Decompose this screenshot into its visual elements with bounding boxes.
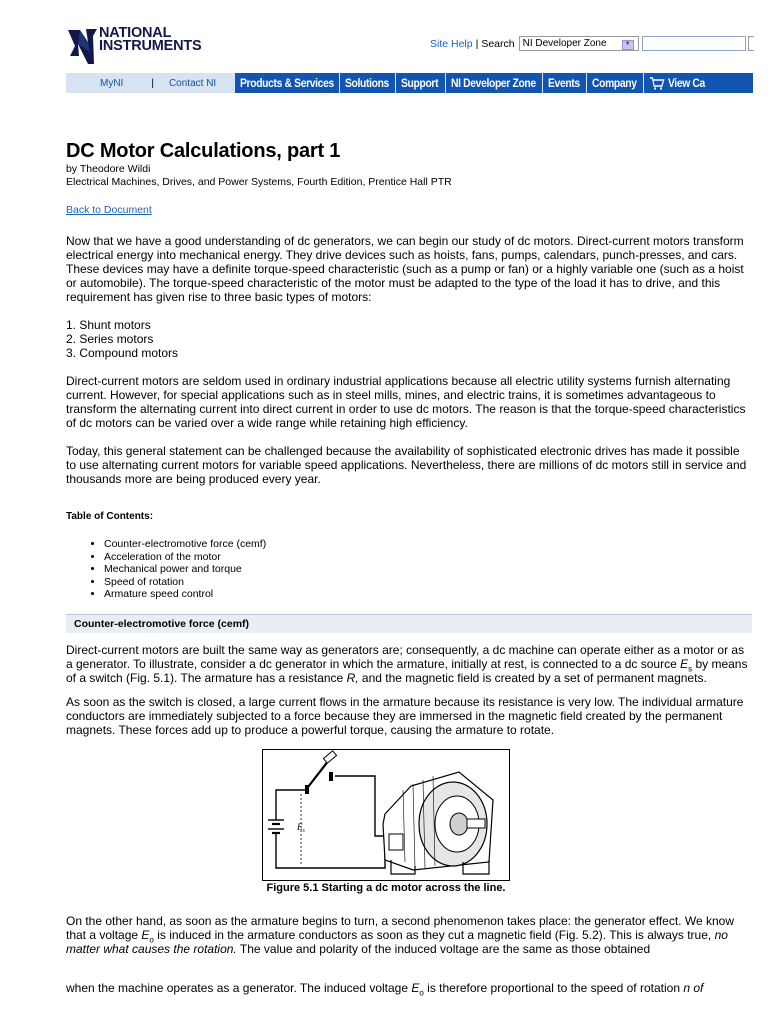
- var-e: E: [680, 656, 689, 671]
- emphasis-text: n of: [683, 980, 704, 995]
- search-input[interactable]: [642, 36, 746, 51]
- toc-item[interactable]: • Counter-electromotive force (cemf): [104, 538, 752, 551]
- dropdown-arrow-icon: ▼: [622, 40, 634, 50]
- article: [66, 140, 752, 998]
- article-source: Electrical Machines, Drives, and Power Systems, Fourth Edition, Prentice Hall PTR: [66, 176, 452, 188]
- main-nav: [66, 73, 753, 93]
- logo-line-national: NATIONAL: [99, 25, 172, 41]
- var-r: R,: [346, 670, 359, 685]
- text-span: and the magnetic field is created by a set of permanent magnets.: [358, 670, 707, 685]
- section-paragraph-1: [66, 643, 752, 685]
- nav-products-services[interactable]: Products & Services: [234, 73, 339, 93]
- section-paragraph-4: [66, 980, 752, 998]
- article-author: by Theodore Wildi: [66, 163, 151, 175]
- search-go-button[interactable]: [748, 36, 754, 51]
- nav-support[interactable]: Support: [395, 73, 443, 93]
- header-separator: |: [475, 37, 479, 50]
- text-span: The value and polarity of the induced voltage are the same as those obtained: [236, 941, 651, 956]
- figure-5-1-diagram: [262, 749, 510, 881]
- page-title: DC Motor Calculations, part 1: [66, 140, 341, 162]
- nav-developer-zone[interactable]: NI Developer Zone: [445, 73, 541, 93]
- figure-caption: Figure 5.1 Starting a dc motor across the line.: [266, 881, 506, 894]
- search-area: [430, 36, 754, 51]
- var-sub: o: [149, 935, 154, 945]
- nav-divider: |: [151, 77, 154, 89]
- paragraph-industrial: Direct-current motors are seldom used in ordinary industrial applications because all electric utility systems furnish alternating current. However, for special applications such as in steel mills, mines, and electric trains, it is sometimes advantageous to transform the alternating current into direct current in order to use dc motors. The reason is that the torque-speed characteristics of dc motors can be varied over a wide range while retaining high efficiency.: [66, 374, 746, 430]
- nav-company[interactable]: Company: [586, 73, 642, 93]
- nav-solutions[interactable]: Solutions: [339, 73, 394, 93]
- nav-myni[interactable]: MyNI: [100, 77, 124, 89]
- shopping-cart-icon: [649, 77, 664, 90]
- eagle-logo-icon: [66, 26, 100, 66]
- text-span: when the machine operates as a generator. The induced voltage: [66, 980, 412, 995]
- text-span: by means of a switch (Fig. 5.1). The armature has a resistance: [66, 656, 748, 685]
- ni-logo[interactable]: [66, 24, 226, 66]
- search-label: Search: [481, 37, 515, 50]
- search-scope-select[interactable]: [519, 36, 639, 51]
- dc-motor-circuit-illustration: [263, 750, 509, 880]
- nav-events[interactable]: Events: [542, 73, 585, 93]
- var-sub: s: [688, 664, 693, 674]
- section-paragraph-2: As soon as the switch is closed, a large current flows in the armature because its resistance is very low. The individual armature conductors are immediately subjected to a force because they are immersed in the magnetic field created by the permanent magnets. These forces add up to produce a powerful torque, causing the armature to rotate.: [66, 694, 744, 737]
- logo-line-instruments: INSTRUMENTS: [99, 38, 202, 54]
- toc-title: Table of Contents:: [66, 511, 154, 522]
- var-e: E: [411, 980, 420, 995]
- text-span: Direct-current motors are built the same way as generators are; consequently, a dc machine can operate either as a motor or as a generator. To illustrate, consider a dc generator in which the armature, initially at rest, is connected to a dc source: [66, 642, 745, 671]
- motor-type-item: 1. Shunt motors: [66, 318, 151, 332]
- back-to-document-link[interactable]: Back to Document: [66, 204, 152, 216]
- intro-paragraph: Now that we have a good understanding of dc generators, we can begin our study of dc motors. Direct-current motors transform electrical energy into mechanical energy. They drive devices such as hoists, fans, pumps, calendars, punch-presses, and cars. These devices may have a definite torque-speed characteristic (such as a pump or fan) or a highly variable one (such as a hoist or automobile). The torque-speed characteristic of the motor must be adapted to the type of the load it has to drive, and this requirement has given rise to three basic types of motors:: [66, 234, 744, 304]
- search-scope-value: NI Developer Zone: [522, 38, 607, 49]
- var-sub: o: [419, 988, 424, 998]
- figure-es-label: $E_s$: [297, 821, 305, 834]
- motor-types-list: [66, 318, 752, 360]
- nav-contact[interactable]: Contact NI: [168, 77, 217, 89]
- toc-item[interactable]: • Mechanical power and torque: [104, 563, 752, 576]
- text-span: On the other hand, as soon as the armature begins to turn, a second phenomenon takes place: the generator effect. We know that a voltage: [66, 913, 734, 942]
- motor-type-item: 3. Compound motors: [66, 346, 179, 360]
- var-e: E: [141, 927, 150, 942]
- section-paragraph-3: [66, 914, 752, 956]
- toc-item[interactable]: • Acceleration of the motor: [104, 551, 752, 564]
- section-heading-cemf: Counter-electromotive force (cemf): [66, 614, 752, 633]
- paragraph-today: Today, this general statement can be challenged because the availability of sophisticated electronic drives has made it possible to use alternating current motors for variable speed applications. Nevertheless, there are millions of dc motors still in service and thousands more are being produced every year.: [66, 444, 747, 486]
- site-help-link[interactable]: Site Help: [430, 37, 473, 50]
- nav-view-cart-label: View Ca: [667, 76, 705, 90]
- motor-type-item: 2. Series motors: [66, 332, 154, 346]
- text-span: is therefore proportional to the speed of rotation: [423, 980, 684, 995]
- text-span: is induced in the armature conductors as soon as they cut a magnetic field (Fig. 5.2). This is always true,: [153, 927, 715, 942]
- table-of-contents: [66, 538, 752, 601]
- nav-utility: [66, 73, 234, 93]
- nav-view-cart[interactable]: [643, 73, 710, 93]
- toc-item[interactable]: • Speed of rotation: [104, 576, 752, 589]
- toc-item[interactable]: • Armature speed control: [104, 588, 752, 601]
- emphasis-text: no matter what causes the rotation.: [66, 927, 728, 956]
